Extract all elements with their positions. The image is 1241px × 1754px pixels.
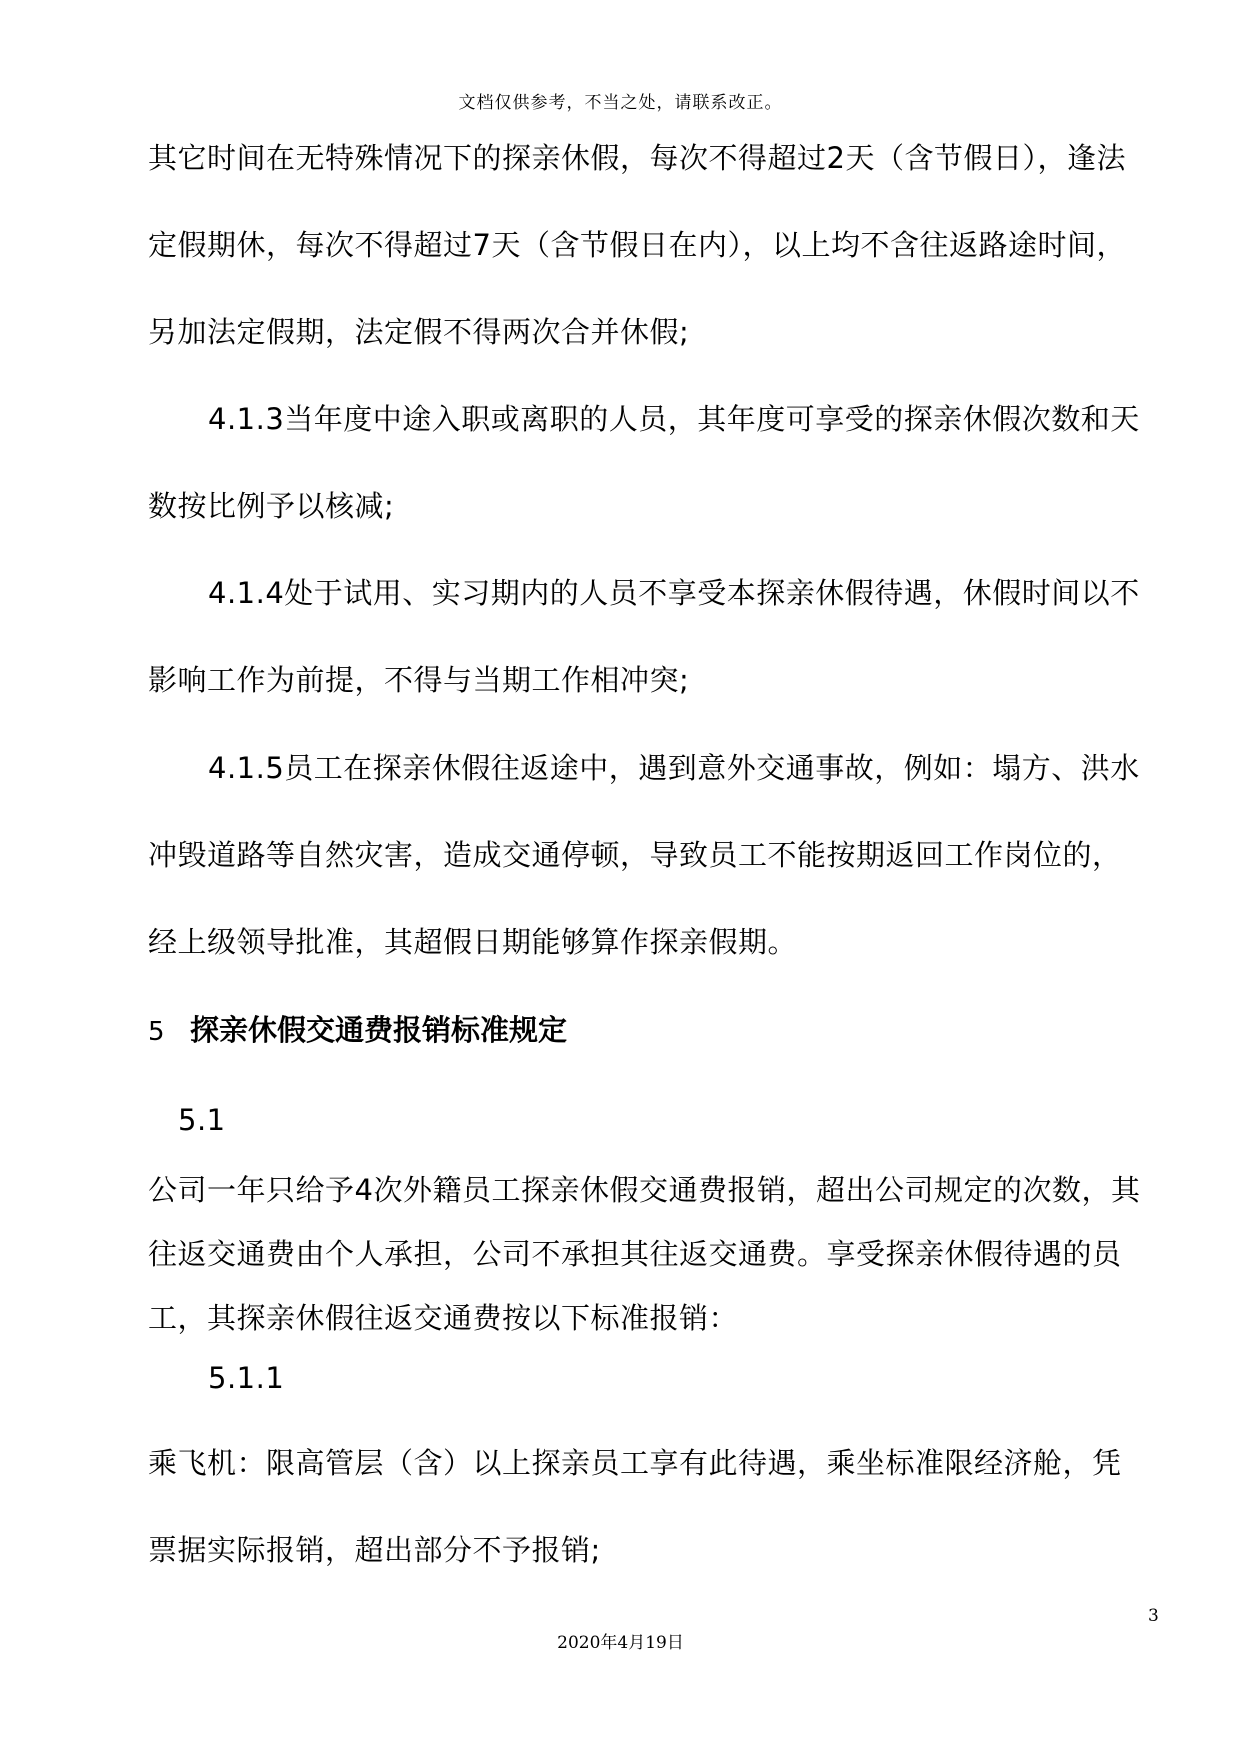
body-line-10: 经上级领导批准，其超假日期能够算作探亲假期。 xyxy=(148,925,798,959)
subsubsection-number: 5.1.1 xyxy=(208,1361,285,1395)
section-title: 探亲休假交通费报销标准规定 xyxy=(190,1013,568,1047)
page-number: 3 xyxy=(1148,1606,1159,1626)
body-line-3: 另加法定假期，法定假不得两次合并休假; xyxy=(148,315,690,349)
body-line-8: 4.1.5员工在探亲休假往返途中，遇到意外交通事故，例如：塌方、洪水 xyxy=(208,751,1140,785)
body-line-13: 工，其探亲休假往返交通费按以下标准报销： xyxy=(148,1301,739,1335)
header-note: 文档仅供参考，不当之处，请联系改正。 xyxy=(458,93,783,113)
body-line-11: 公司一年只给予4次外籍员工探亲休假交通费报销，超出公司规定的次数，其 xyxy=(148,1173,1141,1207)
body-line-15: 票据实际报销，超出部分不予报销; xyxy=(148,1533,601,1567)
footer-date: 2020年4月19日 xyxy=(557,1633,684,1653)
body-line-7: 影响工作为前提，不得与当期工作相冲突; xyxy=(148,663,690,697)
body-line-2: 定假期休，每次不得超过7天（含节假日在内），以上均不含往返路途时间， xyxy=(148,228,1126,262)
body-line-4: 4.1.3当年度中途入职或离职的人员，其年度可享受的探亲休假次数和天 xyxy=(208,402,1140,436)
body-line-6: 4.1.4处于试用、实习期内的人员不享受本探亲休假待遇，休假时间以不 xyxy=(208,576,1140,610)
body-line-9: 冲毁道路等自然灾害，造成交通停顿，导致员工不能按期返回工作岗位的， xyxy=(148,838,1122,872)
body-line-12: 往返交通费由个人承担，公司不承担其往返交通费。享受探亲休假待遇的员 xyxy=(148,1237,1122,1271)
body-line-1: 其它时间在无特殊情况下的探亲休假，每次不得超过2天（含节假日），逢法 xyxy=(148,141,1126,175)
subsection-number: 5.1 xyxy=(178,1103,226,1137)
section-number: 5 xyxy=(148,1017,165,1047)
body-line-14: 乘飞机：限高管层（含）以上探亲员工享有此待遇，乘坐标准限经济舱，凭 xyxy=(148,1446,1122,1480)
section-heading xyxy=(148,1010,567,1052)
body-line-5: 数按比例予以核减; xyxy=(148,489,395,523)
